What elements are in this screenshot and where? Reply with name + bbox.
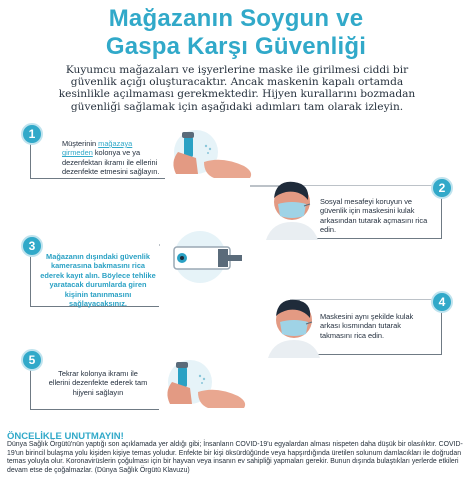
spray-hands-illustration-2 xyxy=(152,352,262,414)
step-1-link: mağazaya girmeden xyxy=(62,139,133,158)
step-1-text-before: Müşterinin xyxy=(62,139,99,148)
step-1-text xyxy=(62,139,162,177)
step-1-badge: 1 xyxy=(21,123,43,145)
person-with-mask-illustration-2 xyxy=(258,288,328,360)
step-3-badge: 3 xyxy=(21,235,43,257)
step-5-badge: 5 xyxy=(21,349,43,371)
step-3-text: Mağazanın dışındaki güvenlik kamerasına bakmasını rica ederek kayıt alın. Böylece tehlike yaratacak durumlarda giren kişinin tanınmasını sağlayacaksınız. xyxy=(40,252,156,309)
step-4-badge: 4 xyxy=(431,291,453,313)
title-line-1: Mağazanın Soygun ve xyxy=(108,5,364,32)
spray-hands-illustration xyxy=(158,122,268,184)
step-4-text: Maskesini aynı şekilde kulak arkası kısmından tutarak takmasını rica edin. xyxy=(320,312,414,340)
step-5-text: Tekrar kolonya ikramı ile ellerini dezenfekte ederek tam hijyeni sağlayın xyxy=(48,369,148,397)
step-2-badge: 2 xyxy=(431,177,453,199)
title-line-2: Gaspa Karşı Güvenliği xyxy=(105,33,367,60)
step-2-text: Sosyal mesafeyi koruyun ve güvenlik için maskesini kulak arkasından tutarak açmasını rica edin. xyxy=(320,197,428,235)
step-1-text-after: kolonya ve ya dezenfektan ikramı ile ellerini dezenfekte etmesini sağlayın. xyxy=(62,148,160,177)
footer-text: Dünya Sağlık Örgütü'nün yaptığı son açıklamada yer aldığı gibi; İnsanların COVID-19'u egyalardan alması nispeten daha düşük bir olasılıktır. COVID-19'un birincil bulaşma yolu kişiden kişiye temas yoludur. Enfekte bir kişi öksürdüğünde veya hapşırdığında üretilen solunum damlacıkları ile doğrudan temas yoluyla olur. Koronavirüslerin çoğulması için bir hayvan veya insanın ev sahipliği yapmaları gerekir. Bunun dışında bulaştıkları yerlerde etkileri devam etse de çoğalmazlar. (Dünya Sağlık Örgütü Klavuzu) xyxy=(7,441,463,474)
intro-paragraph: Kuyumcu mağazaları ve işyerlerine maske ile girilmesi ciddi bir güvenlik açığı oluşturacaktır. Ancak maskenin kapalı ortamda kesinlikle açılmaması gerekmektedir. Hijyen kurallarını bozmadan güvenliği sağlamak için aşağıdaki adımları tam olarak izleyin. xyxy=(58,64,416,113)
person-with-mask-illustration-1 xyxy=(256,170,326,242)
security-camera-illustration xyxy=(160,225,246,287)
footer-title: ÖNCELİKLE UNUTMAYIN! xyxy=(7,431,124,442)
